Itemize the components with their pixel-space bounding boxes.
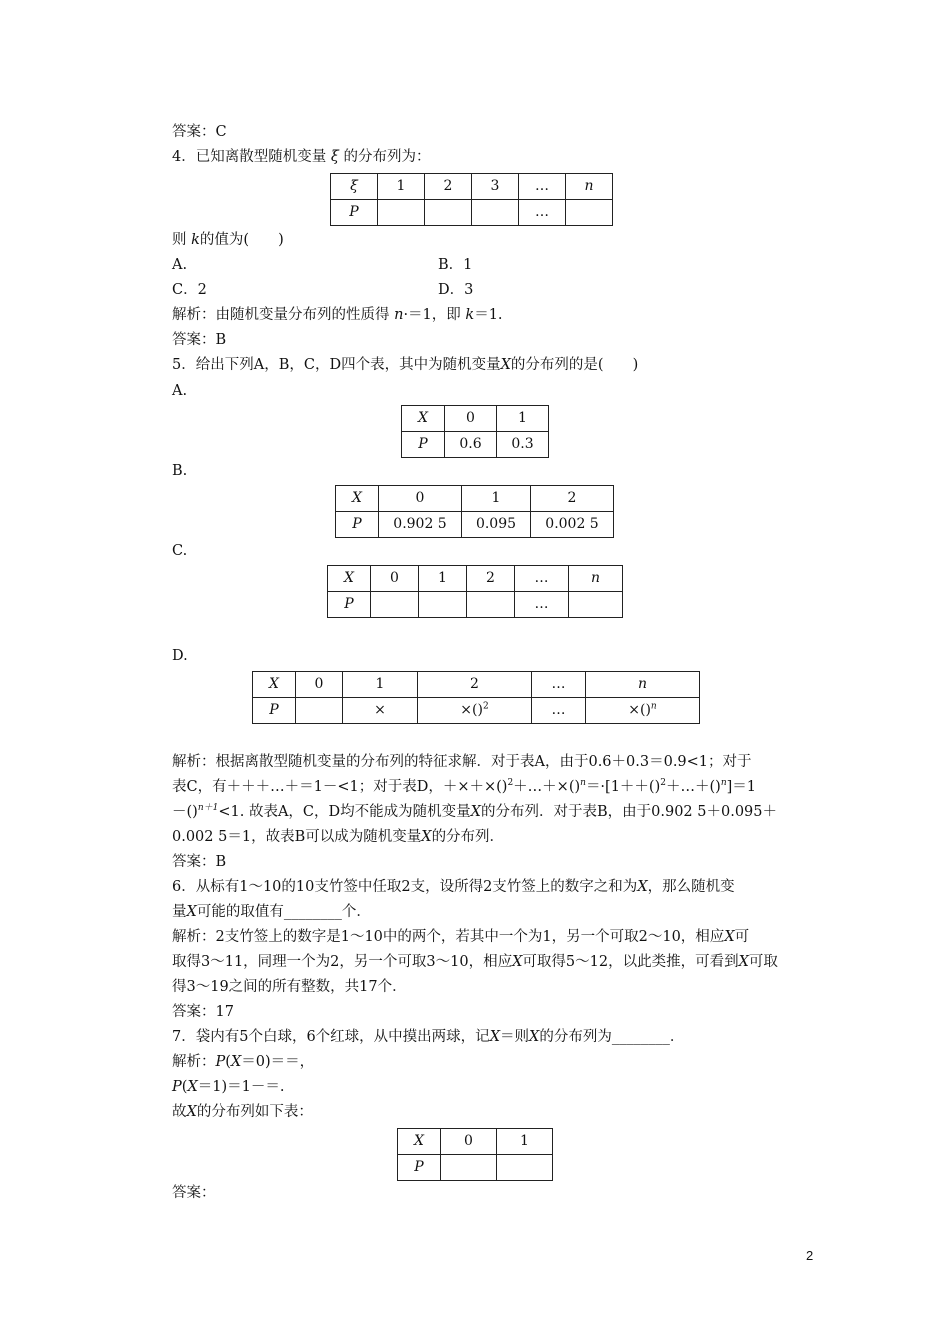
table-cell: … (519, 200, 566, 226)
table-cell: 0 (379, 486, 462, 512)
table-cell: 0 (371, 566, 419, 592)
table-cell (569, 592, 623, 618)
table-cell (467, 592, 515, 618)
table-cell (566, 200, 613, 226)
table-cell: 1 (419, 566, 467, 592)
label-b: B. (172, 463, 188, 479)
table-q4 (330, 173, 613, 226)
table-cell (296, 698, 343, 724)
table-cell: … (515, 566, 569, 592)
table-cell: 0 (441, 1129, 497, 1155)
solution-6-line-3: 得3～19之间的所有整数，共17个． (172, 979, 407, 995)
solution-5-line-1: 解析：根据离散型随机变量的分布列的特征求解．对于表A，由于0.6＋0.3＝0.9<1；对于 (172, 754, 752, 770)
table-cell: X (336, 486, 379, 512)
table-cell: 0.6 (445, 432, 497, 458)
solution-7-line-1: 解析：P(X＝0)＝＝， (172, 1054, 315, 1070)
table-cell: 1 (343, 672, 418, 698)
solution-4: 解析：由随机变量分布列的性质得 n·＝1，即 k＝1. (172, 307, 503, 323)
table-cell: P (402, 432, 445, 458)
table-cell: X (402, 406, 445, 432)
table-cell: × (343, 698, 418, 724)
table-a (401, 405, 549, 458)
table-cell (378, 200, 425, 226)
table-cell: 1 (497, 1129, 553, 1155)
table-cell: 2 (418, 672, 532, 698)
table-b (335, 485, 614, 538)
table-cell (419, 592, 467, 618)
table-cell (497, 1155, 553, 1181)
option-a: A. (172, 257, 188, 273)
table-cell: 1 (497, 406, 549, 432)
table-cell: X (398, 1129, 441, 1155)
answer-line: 答案：C (172, 124, 227, 140)
page-number: 2 (806, 1248, 814, 1263)
table-cell: … (532, 672, 586, 698)
table-cell (371, 592, 419, 618)
answer-4: 答案：B (172, 332, 227, 348)
table-cell: 2 (425, 174, 472, 200)
table-cell: P (253, 698, 296, 724)
table-cell: P (398, 1155, 441, 1181)
table-cell: 2 (531, 486, 614, 512)
table-cell: 0.095 (462, 512, 531, 538)
option-b: B．1 (438, 257, 473, 273)
table-d (252, 671, 700, 724)
answer-6: 答案：17 (172, 1004, 234, 1020)
table-cell: 0.902 5 (379, 512, 462, 538)
table-cell: 1 (462, 486, 531, 512)
table-cell: ×()$^2$ (418, 698, 532, 724)
table-q7 (397, 1128, 553, 1181)
solution-5-line-2: 表C，有＋＋＋…＋＝1－<1；对于表D，＋×＋×()$^2$＋…＋×()$^n$＝·[1＋＋()$^2$＋…＋()$^n$]＝1 (172, 778, 756, 795)
table-cell: … (515, 592, 569, 618)
solution-5-line-4: 0.002 5＝1，故表B可以成为随机变量X的分布列． (172, 829, 505, 845)
answer-5: 答案：B (172, 854, 227, 870)
question-4-stem: 则 k的值为( ) (172, 232, 284, 248)
table-cell: X (253, 672, 296, 698)
table-cell: ×()$^n$ (586, 698, 700, 724)
table-cell: 0 (296, 672, 343, 698)
table-cell: ξ (331, 174, 378, 200)
solution-7-line-2: P(X＝1)＝1－＝. (172, 1079, 285, 1095)
table-cell: P (328, 592, 371, 618)
question-6-line-1: 6．从标有1～10的10支竹签中任取2支，设所得2支竹签上的数字之和为X，那么随机变 (172, 879, 735, 895)
question-5: 5．给出下列A，B，C，D四个表，其中为随机变量X的分布列的是( ) (172, 357, 639, 373)
solution-7-line-3: 故X的分布列如下表： (172, 1104, 313, 1120)
table-cell: n (566, 174, 613, 200)
table-cell: X (328, 566, 371, 592)
label-c: C. (172, 543, 188, 559)
table-cell: 1 (378, 174, 425, 200)
option-d: D．3 (438, 282, 474, 298)
table-cell: P (336, 512, 379, 538)
table-cell: 0.002 5 (531, 512, 614, 538)
table-cell: P (331, 200, 378, 226)
table-cell: … (532, 698, 586, 724)
table-cell (472, 200, 519, 226)
question-4: 4．已知离散型随机变量 ξ 的分布列为： (172, 149, 431, 165)
table-cell: n (586, 672, 700, 698)
label-d: D. (172, 648, 188, 664)
table-cell (425, 200, 472, 226)
question-6-line-2: 量X可能的取值有________个． (172, 904, 371, 920)
table-cell: n (569, 566, 623, 592)
question-7: 7．袋内有5个白球，6个红球，从中摸出两球，记X＝则X的分布列为________． (172, 1029, 685, 1045)
table-c (327, 565, 623, 618)
option-c: C．2 (172, 282, 207, 298)
solution-6-line-2: 取得3～11，同理一个为2，另一个可取3～10，相应X可取得5～12，以此类推，可看到X可取 (172, 954, 778, 970)
solution-5-line-3: －()$^{n+1}$<1. 故表A，C，D均不能成为随机变量X的分布列．对于表B，由于0.902 5＋0.095＋ (172, 803, 777, 820)
table-cell: 3 (472, 174, 519, 200)
table-cell (441, 1155, 497, 1181)
label-a: A. (172, 383, 188, 399)
table-cell: … (519, 174, 566, 200)
solution-6-line-1: 解析：2支竹签上的数字是1～10中的两个，若其中一个为1，另一个可取2～10，相应X可 (172, 929, 750, 945)
answer-7: 答案： (172, 1185, 216, 1201)
table-cell: 0 (445, 406, 497, 432)
table-cell: 2 (467, 566, 515, 592)
table-cell: 0.3 (497, 432, 549, 458)
